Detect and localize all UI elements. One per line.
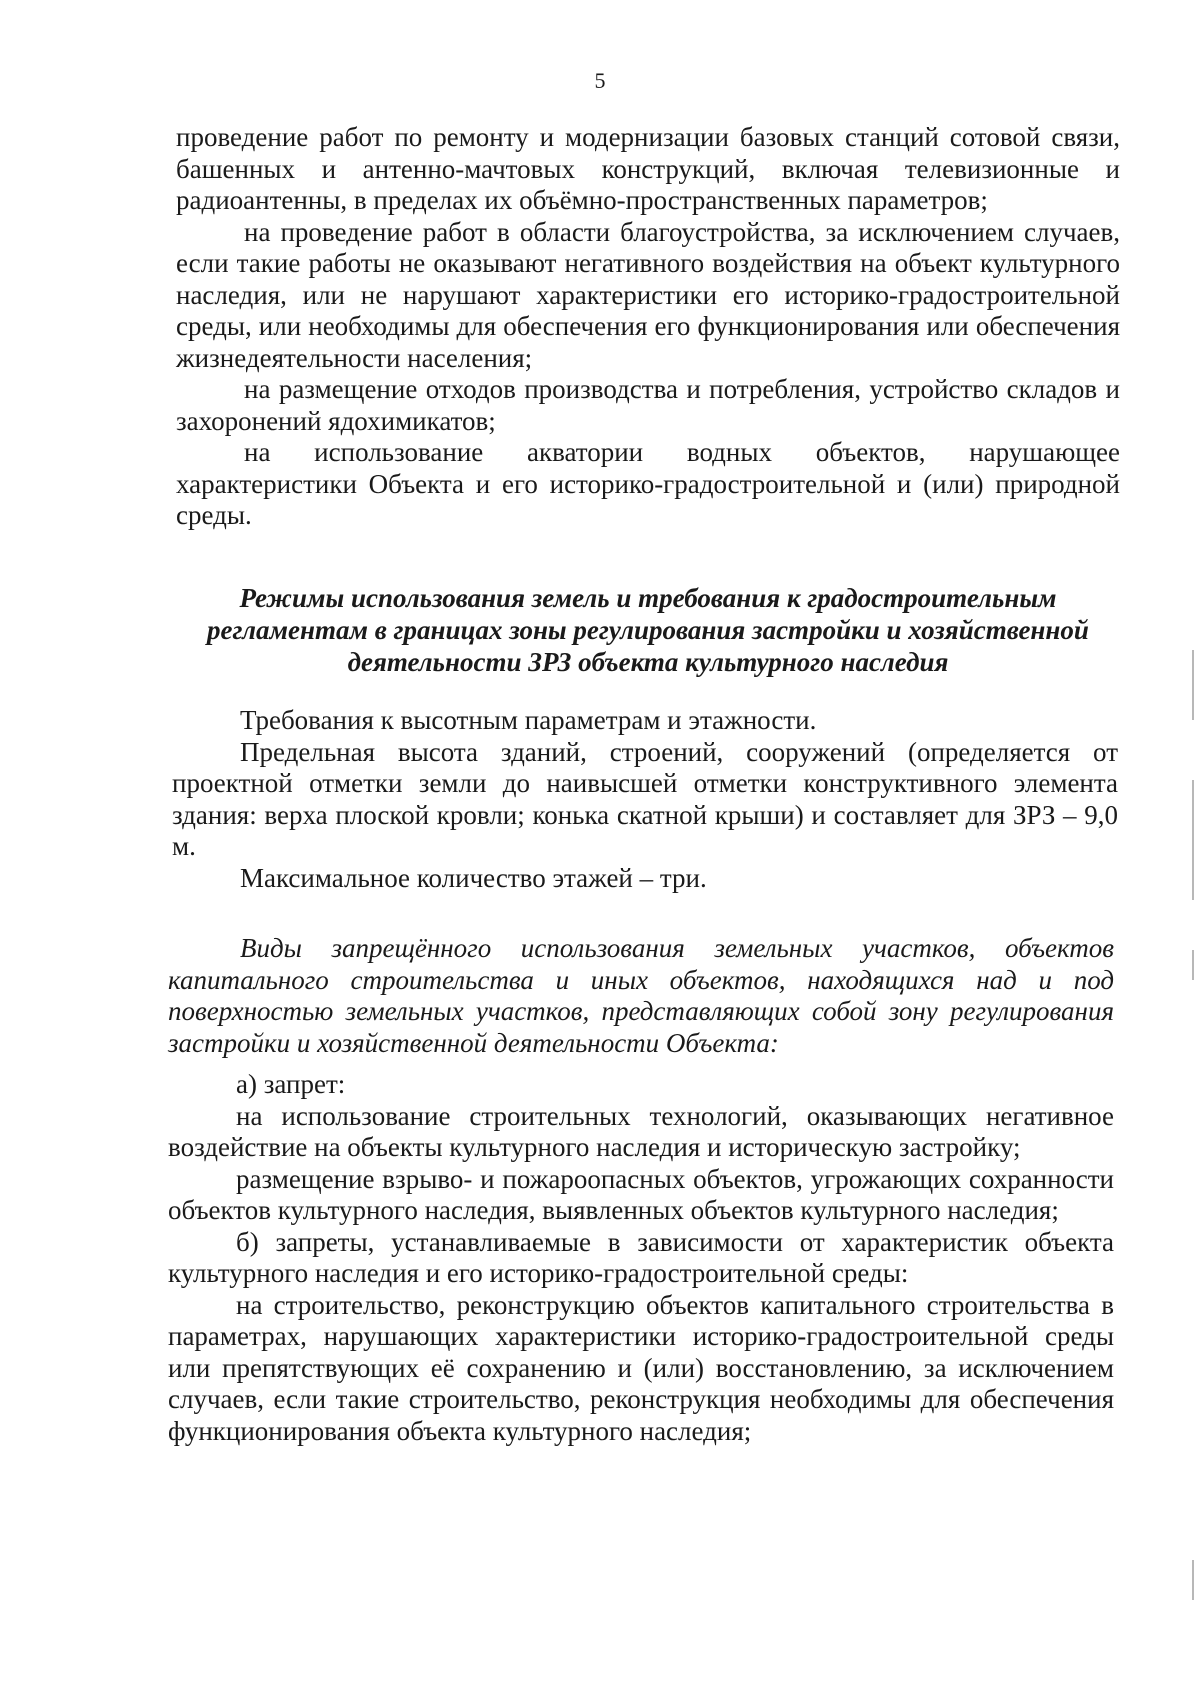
list-item: б) запреты, устанавливаемые в зависимости от характеристик объекта культурного наследия и его историко-градостроительной среды:: [168, 1226, 1114, 1288]
paragraph: на проведение работ в области благоустройства, за исключением случаев, если такие работы не оказывают негативного воздействия на объект культурного наследия, или не нарушают характеристики его историко-градостроительной среды, или необходимы для обеспечения его функционирования или обеспечения жизнедеятельности населения;: [176, 216, 1120, 373]
requirements-title: Требования к высотным параметрам и этажности.: [240, 705, 817, 735]
list-item: на использование строительных технологий, оказывающих негативное воздействие на объекты культурного наследия и историческую застройку;: [168, 1100, 1114, 1162]
paragraph: на размещение отходов производства и потребления, устройство складов и захоронений ядохимикатов;: [176, 374, 1120, 436]
page-number: 5: [594, 68, 606, 93]
scan-edge-mark: [1192, 1560, 1194, 1600]
scan-edge-mark: [1192, 650, 1194, 720]
max-floors-paragraph: Максимальное количество этажей – три.: [240, 862, 707, 893]
list-item: размещение взрыво- и пожароопасных объектов, угрожающих сохранности объектов культурного наследия, выявленных объектов культурного наследия;: [168, 1163, 1114, 1225]
scan-edge-mark: [1192, 950, 1194, 980]
max-height-paragraph: Предельная высота зданий, строений, сооружений (определяется от проектной отметки земли до наивысшей отметки конструктивного элемента здания: верха плоской кровли; конька скатной крыши) и составляет для ЗРЗ – 9,0 м.: [172, 736, 1118, 861]
section-heading: Режимы использования земель и требования к градостроительным регламентам в границах зоны регулирования застройки и хозяйственной деятельности ЗРЗ объекта культурного наследия: [207, 583, 1089, 677]
paragraph: проведение работ по ремонту и модернизации базовых станций сотовой связи, башенных и антенно-мачтовых конструкций, включая телевизионные и радиоантенны, в пределах их объёмно-пространственных параметров;: [176, 122, 1120, 215]
top-text-block: [176, 122, 1120, 532]
height-requirements-block: [172, 705, 1118, 894]
list-item: на строительство, реконструкцию объектов капитального строительства в параметрах, нарушающих характеристики историко-градостроительной среды или препятствующих её сохранению и (или) восстановлению, за исключением случаев, если такие строительство, реконструкция необходимы для обеспечения функционирования объекта культурного наследия;: [168, 1289, 1114, 1446]
scan-edge-mark: [1192, 780, 1194, 900]
prohibitions-block: [168, 1069, 1114, 1447]
paragraph: на использование акватории водных объектов, нарушающее характеристики Объекта и его историко-градостроительной и (или) природной среды.: [176, 437, 1120, 530]
prohibited-uses-intro: Виды запрещённого использования земельных участков, объектов капитального строительства и иных объектов, находящихся над и под поверхностью земельных участков, представляющих собой зону регулирования застройки и хозяйственной деятельности Объекта:: [168, 933, 1114, 1058]
list-item: а) запрет:: [236, 1069, 346, 1099]
